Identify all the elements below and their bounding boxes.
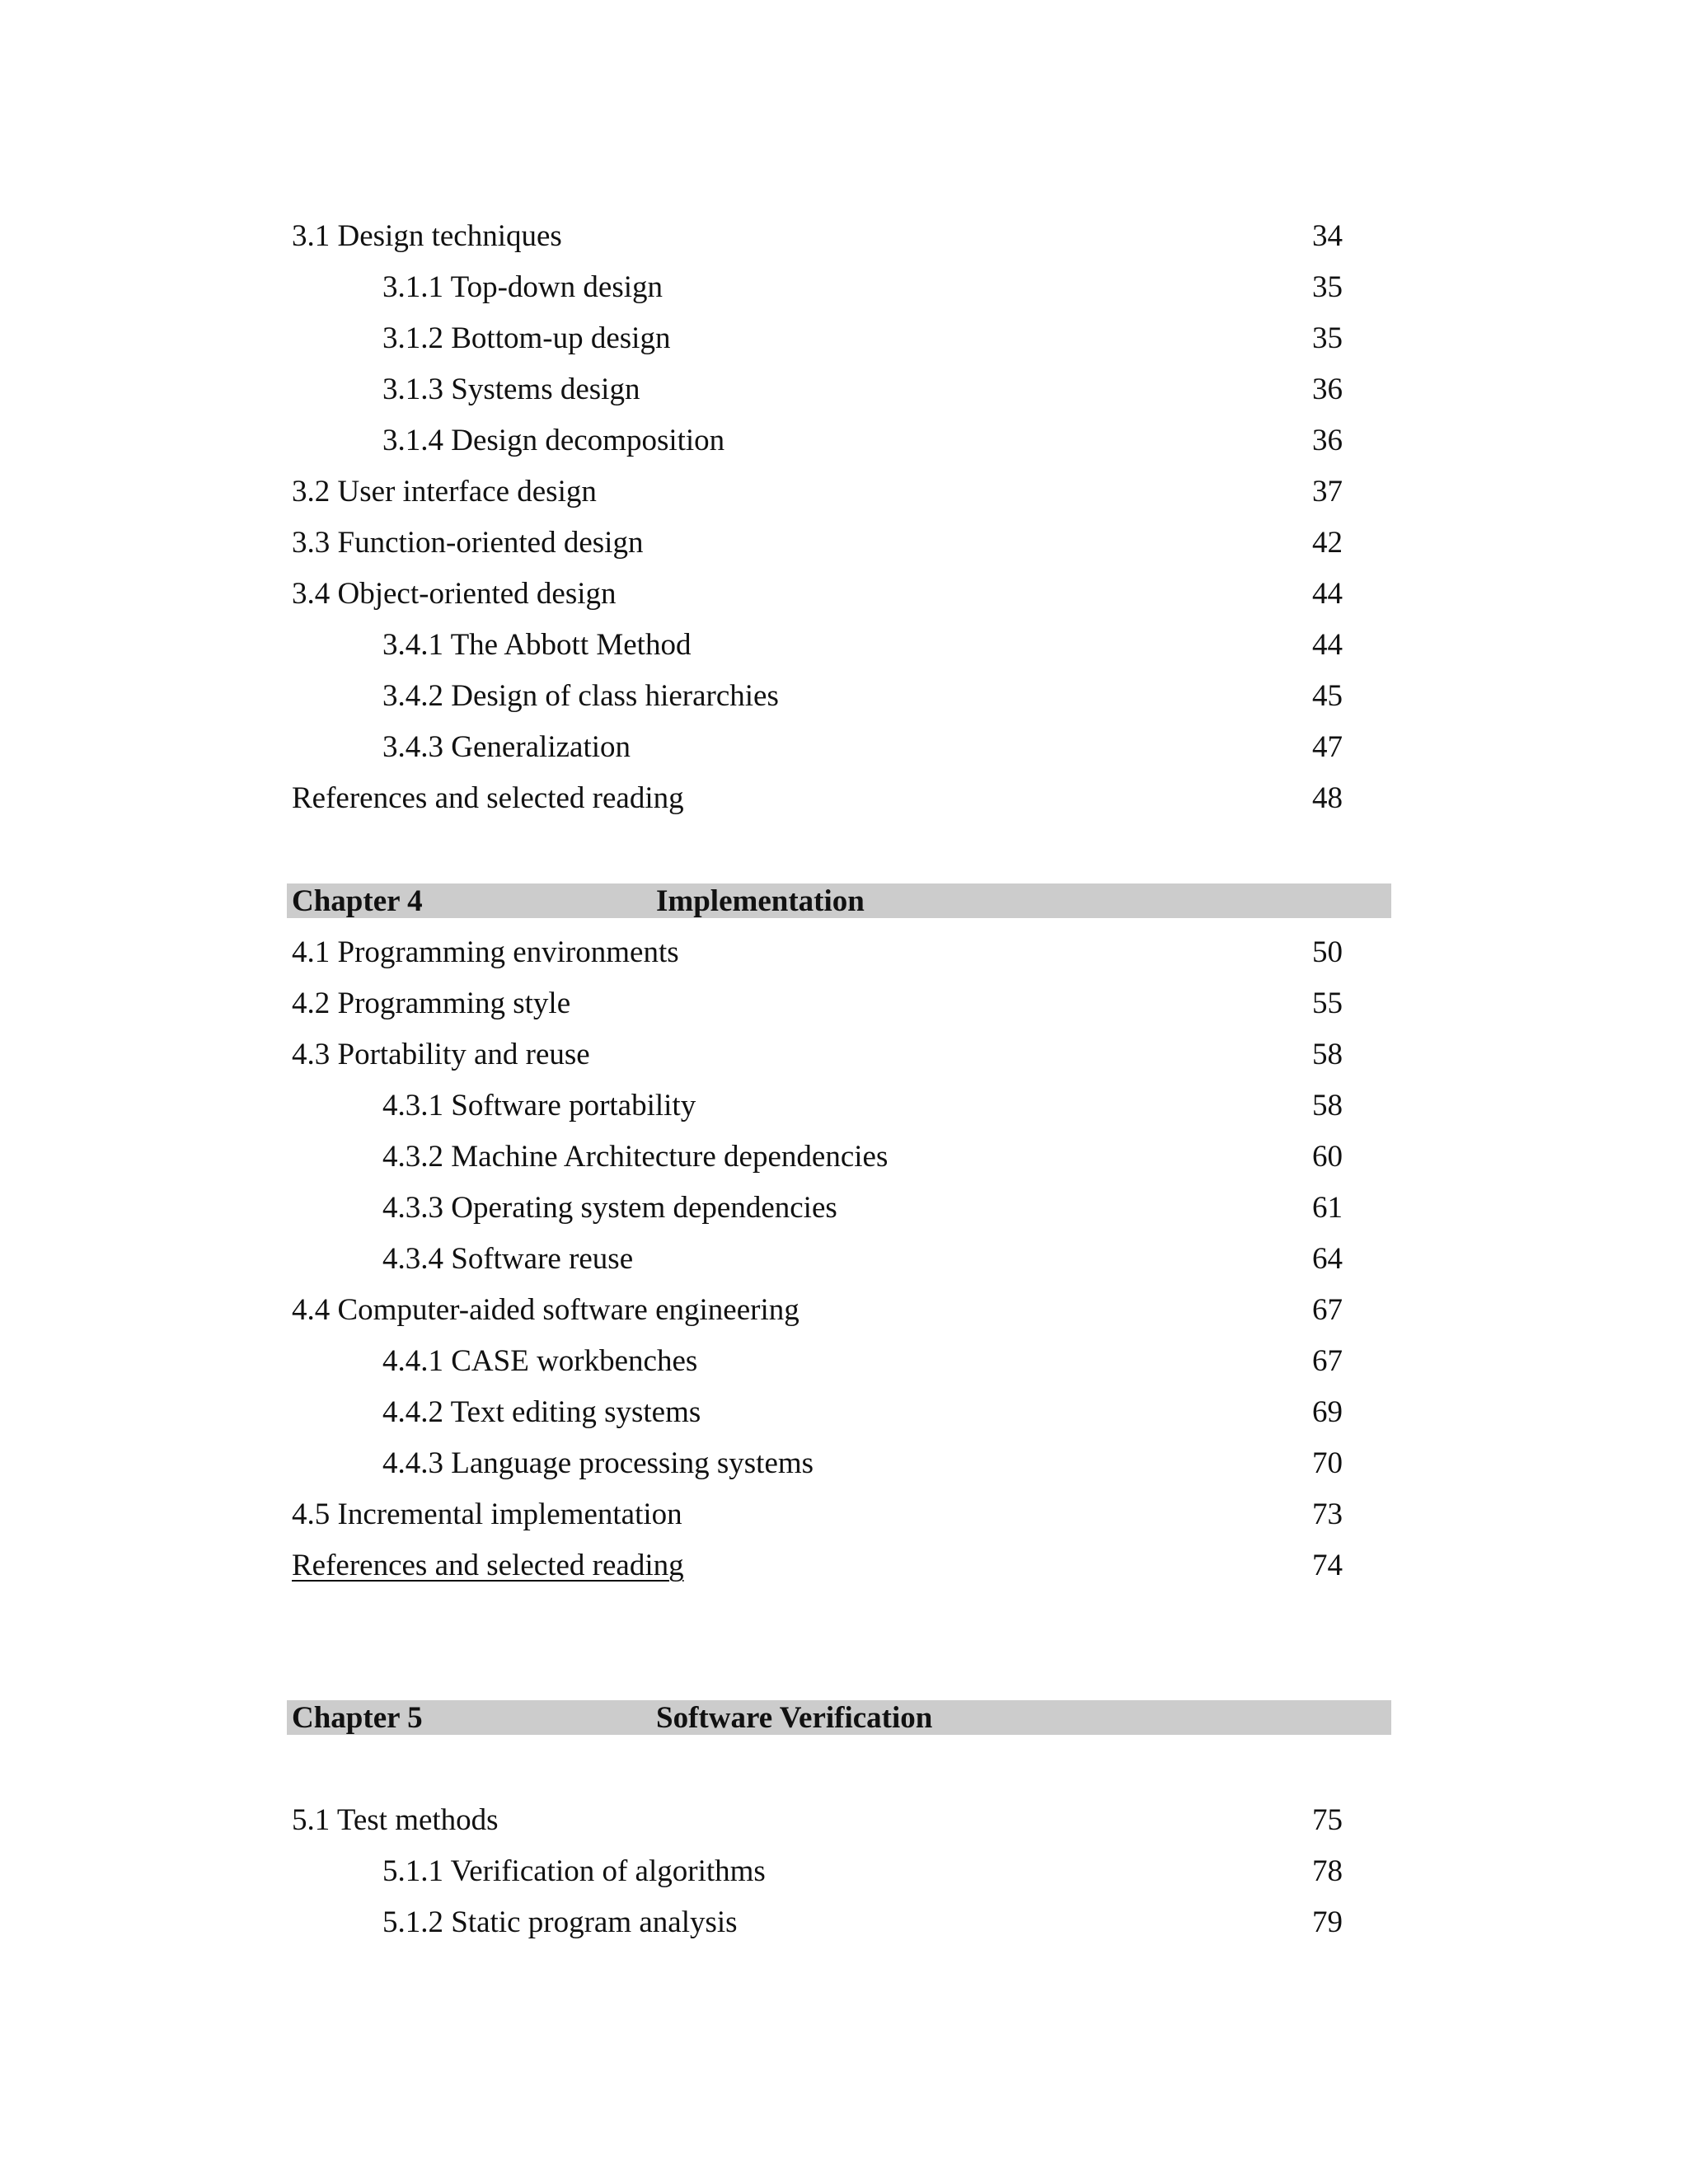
toc-entry-page: 47 [1312, 730, 1343, 764]
toc-entry [287, 262, 1391, 313]
toc-entry-page: 75 [1312, 1803, 1343, 1837]
toc-entry-title: 4.4.1 CASE workbenches [382, 1344, 698, 1378]
toc-entry [287, 1846, 1391, 1897]
toc-section-4 [287, 927, 1391, 1591]
toc-entry-title: 3.3 Function-oriented design [292, 526, 644, 560]
toc-entry-page: 69 [1312, 1395, 1343, 1429]
toc-entry-title: 3.1.1 Top-down design [382, 270, 663, 304]
toc-entry-title: 3.4.3 Generalization [382, 730, 631, 764]
toc-entry-title: 3.4 Object-oriented design [292, 577, 617, 611]
toc-entry [287, 927, 1391, 978]
toc-entry-title: 4.3.4 Software reuse [382, 1242, 634, 1276]
toc-entry-page: 37 [1312, 475, 1343, 509]
toc-entry-title: 4.4.2 Text editing systems [382, 1395, 701, 1429]
toc-entry [287, 466, 1391, 518]
toc-entry [287, 211, 1391, 262]
toc-entry [287, 569, 1391, 620]
toc-entry [287, 364, 1391, 415]
toc-entry-page: 36 [1312, 424, 1343, 457]
chapter-title: Software Verification [656, 1701, 933, 1735]
toc-entry-title: 4.3.1 Software portability [382, 1089, 696, 1122]
toc-entry-page: 48 [1312, 781, 1343, 815]
toc-entry [287, 1489, 1391, 1540]
toc-entry [287, 518, 1391, 569]
toc-entry-page: 78 [1312, 1854, 1343, 1888]
toc-entry-page: 58 [1312, 1038, 1343, 1071]
toc-entry-page: 79 [1312, 1905, 1343, 1939]
toc-entry-title: 3.1.4 Design decomposition [382, 424, 725, 457]
toc-entry [287, 620, 1391, 671]
toc-entry-title: 4.3.3 Operating system dependencies [382, 1191, 837, 1225]
toc-entry-page: 44 [1312, 628, 1343, 662]
toc-entry [287, 1029, 1391, 1080]
toc-section-5 [287, 1795, 1391, 1948]
toc-entry-page: 35 [1312, 321, 1343, 355]
toc-entry [287, 1234, 1391, 1285]
toc-entry [287, 313, 1391, 364]
toc-entry [287, 1336, 1391, 1387]
toc-entry-page: 50 [1312, 935, 1343, 969]
toc-entry-page: 64 [1312, 1242, 1343, 1276]
toc-entry-title: 3.1 Design techniques [292, 219, 562, 253]
toc-entry-title: 4.3 Portability and reuse [292, 1038, 590, 1071]
toc-entry-title: 3.4.1 The Abbott Method [382, 628, 692, 662]
toc-entry [287, 1132, 1391, 1183]
toc-entry [287, 1387, 1391, 1438]
toc-entry [287, 978, 1391, 1029]
toc-entry-page: 73 [1312, 1497, 1343, 1531]
toc-entry [287, 1540, 1391, 1591]
toc-entry [287, 1795, 1391, 1846]
toc-entry-title: 5.1.1 Verification of algorithms [382, 1854, 766, 1888]
toc-entry-title: References and selected reading [292, 1549, 684, 1582]
toc-entry-page: 67 [1312, 1344, 1343, 1378]
chapter-5-header [287, 1700, 1391, 1735]
toc-entry [287, 1285, 1391, 1336]
toc-entry-title: 3.2 User interface design [292, 475, 597, 509]
toc-entry-title: 4.4 Computer-aided software engineering [292, 1293, 799, 1327]
toc-entry [287, 415, 1391, 466]
toc-entry-title: 4.5 Incremental implementation [292, 1497, 682, 1531]
toc-entry-title: 5.1.2 Static program analysis [382, 1905, 738, 1939]
toc-entry-page: 36 [1312, 373, 1343, 406]
toc-entry-page: 61 [1312, 1191, 1343, 1225]
toc-entry-title: 4.4.3 Language processing systems [382, 1446, 814, 1480]
toc-entry [287, 722, 1391, 773]
toc-entry-page: 45 [1312, 679, 1343, 713]
toc-entry-title: 5.1 Test methods [292, 1803, 499, 1837]
toc-entry-title: 4.3.2 Machine Architecture dependencies [382, 1140, 889, 1174]
toc-entry-title: 3.1.2 Bottom-up design [382, 321, 671, 355]
chapter-4-header [287, 883, 1391, 918]
toc-entry-page: 67 [1312, 1293, 1343, 1327]
toc-entry-title: 3.1.3 Systems design [382, 373, 640, 406]
toc-entry-page: 55 [1312, 987, 1343, 1020]
chapter-label: Chapter 5 [292, 1701, 423, 1735]
toc-entry-page: 44 [1312, 577, 1343, 611]
toc-entry [287, 1438, 1391, 1489]
toc-section-3 [287, 211, 1391, 824]
toc-entry-page: 42 [1312, 526, 1343, 560]
chapter-title: Implementation [656, 884, 865, 918]
toc-entry [287, 1897, 1391, 1948]
toc-entry-page: 35 [1312, 270, 1343, 304]
toc-entry-page: 60 [1312, 1140, 1343, 1174]
chapter-label: Chapter 4 [292, 884, 423, 918]
toc-entry-page: 34 [1312, 219, 1343, 253]
toc-entry [287, 773, 1391, 824]
toc-entry [287, 1080, 1391, 1132]
toc-entry-page: 70 [1312, 1446, 1343, 1480]
toc-entry-title: 4.1 Programming environments [292, 935, 679, 969]
toc-entry-page: 58 [1312, 1089, 1343, 1122]
toc-entry [287, 671, 1391, 722]
toc-entry-page: 74 [1312, 1549, 1343, 1582]
toc-entry-title: References and selected reading [292, 781, 684, 815]
toc-entry-title: 3.4.2 Design of class hierarchies [382, 679, 779, 713]
toc-entry-title: 4.2 Programming style [292, 987, 571, 1020]
toc-entry [287, 1183, 1391, 1234]
